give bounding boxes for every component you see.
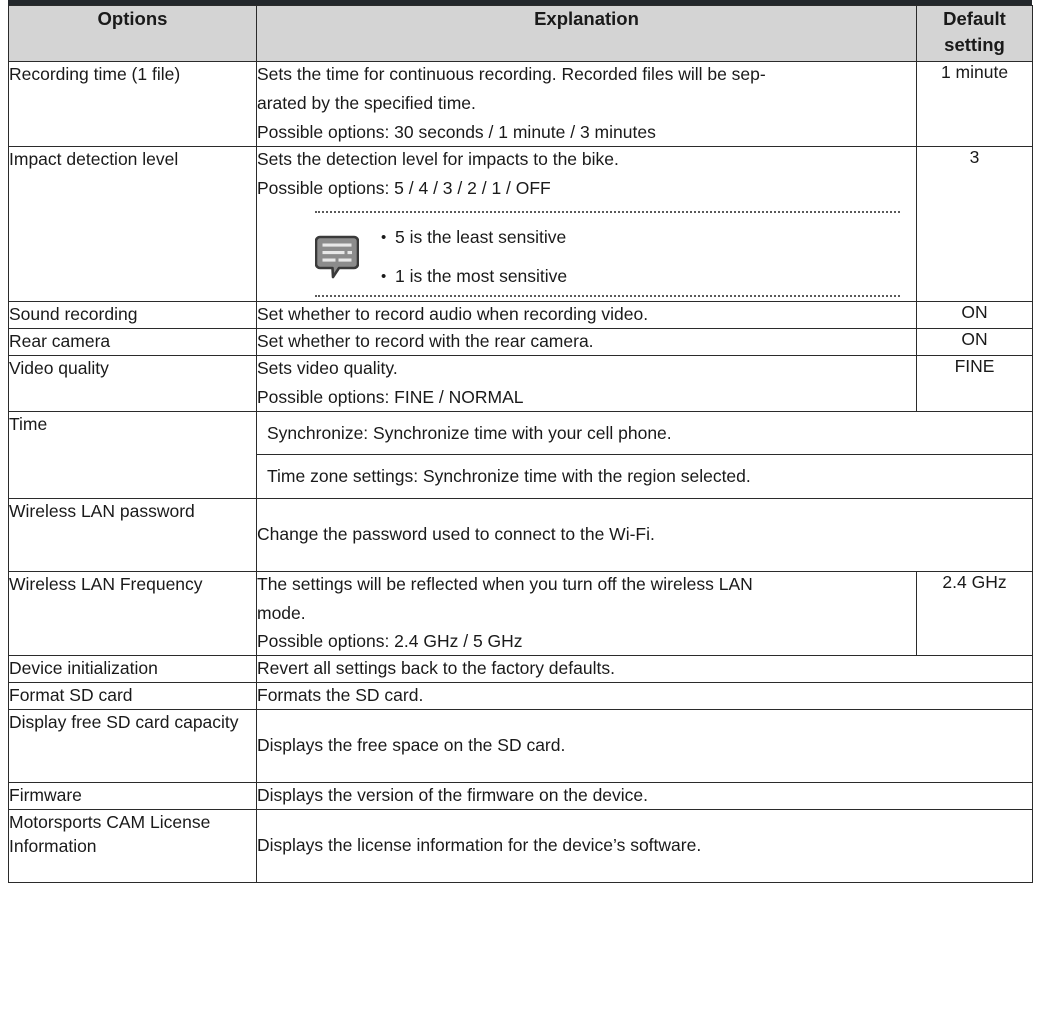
table-row: [9, 683, 1033, 710]
note-bullet-item: • 1 is the most sensitive: [381, 264, 900, 289]
default-setting-value: ON: [917, 302, 1033, 329]
option-name: Impact detection level: [9, 146, 257, 301]
note-callout-content: [315, 221, 900, 289]
option-explanation-merged: [257, 710, 1033, 783]
explanation-line: The settings will be reflected when you turn off the wireless LAN: [257, 573, 753, 594]
option-explanation-merged: [257, 783, 1033, 810]
explanation-line: arated by the specified time.: [257, 92, 476, 113]
default-setting-value: 3: [917, 146, 1033, 301]
note-bullet-list: [373, 225, 900, 289]
explanation-line: Sets the time for continuous recording. Recorded files will be sep-: [257, 64, 766, 84]
option-name: Format SD card: [9, 683, 257, 710]
explanation-subrow: [257, 455, 1032, 498]
option-explanation-merged: [257, 498, 1033, 571]
option-name: Firmware: [9, 783, 257, 810]
default-setting-value: ON: [917, 329, 1033, 356]
default-setting-value: 2.4 GHz: [917, 571, 1033, 656]
table-row: [9, 710, 1033, 783]
explanation-line: Displays the version of the firmware on the device.: [257, 785, 649, 806]
option-explanation: [257, 571, 917, 656]
option-explanation-merged: [257, 411, 1033, 498]
camera-settings-table: [8, 5, 1033, 883]
explanation-line: Possible options: 5 / 4 / 3 / 2 / 1 / OFF: [257, 177, 551, 198]
table-row: [9, 783, 1033, 810]
explanation-line: mode.: [257, 602, 306, 623]
table-row: [9, 411, 1033, 498]
table-row: [9, 498, 1033, 571]
table-row: [9, 146, 1033, 301]
explanation-subrows: [257, 412, 1032, 498]
explanation-line: Displays the free space on the SD card.: [257, 735, 566, 756]
default-setting-value: 1 minute: [917, 62, 1033, 147]
explanation-line: Possible options: FINE / NORMAL: [257, 386, 524, 407]
table-row: [9, 810, 1033, 883]
column-header-options: Options: [9, 6, 257, 62]
option-name: Display free SD card capacity: [9, 710, 257, 783]
table-row: [9, 571, 1033, 656]
option-name: Device initialization: [9, 656, 257, 683]
option-name: Recording time (1 file): [9, 62, 257, 147]
option-name: Motorsports CAM License Information: [9, 810, 257, 883]
default-setting-line-1: Default: [943, 8, 1006, 29]
explanation-line: Set whether to record audio when recording video.: [257, 304, 649, 325]
option-name: Sound recording: [9, 302, 257, 329]
option-explanation: [257, 62, 917, 147]
table-row: [9, 62, 1033, 147]
memo-note-icon: [315, 234, 359, 280]
option-explanation: [257, 355, 917, 411]
explanation-line: Formats the SD card.: [257, 685, 424, 706]
option-name: Video quality: [9, 355, 257, 411]
table-body: [9, 62, 1033, 883]
column-header-explanation: Explanation: [257, 6, 917, 62]
column-header-default-setting: [917, 6, 1033, 62]
option-explanation: [257, 329, 917, 356]
table-row: [9, 656, 1033, 683]
option-name: Rear camera: [9, 329, 257, 356]
explanation-line: Synchronize: Synchronize time with your cell phone.: [267, 422, 672, 443]
table-row: [9, 302, 1033, 329]
explanation-line: Displays the license information for the device’s software.: [257, 835, 702, 856]
table-row: [9, 329, 1033, 356]
option-name: Time: [9, 411, 257, 498]
option-name: Wireless LAN password: [9, 498, 257, 571]
note-bullet-item: • 5 is the least sensitive: [381, 225, 900, 250]
explanation-line: Possible options: 30 seconds / 1 minute / 3 minutes: [257, 121, 656, 142]
table-row: [9, 355, 1033, 411]
option-explanation-merged: [257, 683, 1033, 710]
header-row: [9, 6, 1033, 62]
explanation-line: Sets the detection level for impacts to the bike.: [257, 148, 619, 169]
explanation-line: Revert all settings back to the factory defaults.: [257, 658, 615, 679]
explanation-line: Possible options: 2.4 GHz / 5 GHz: [257, 631, 523, 652]
explanation-line: Set whether to record with the rear camera.: [257, 331, 594, 352]
default-setting-line-2: setting: [944, 34, 1005, 56]
explanation-line: Change the password used to connect to the Wi-Fi.: [257, 523, 655, 544]
option-explanation-merged: [257, 656, 1033, 683]
explanation-line: Time zone settings: Synchronize time with the region selected.: [257, 455, 1032, 498]
note-callout: [315, 211, 900, 297]
option-explanation: [257, 146, 917, 301]
option-explanation-merged: [257, 810, 1033, 883]
option-explanation: [257, 302, 917, 329]
explanation-subrow: [257, 412, 1032, 455]
default-setting-value: FINE: [917, 355, 1033, 411]
option-name: Wireless LAN Frequency: [9, 571, 257, 656]
explanation-line: Sets video quality.: [257, 357, 398, 378]
table-header: [9, 6, 1033, 62]
